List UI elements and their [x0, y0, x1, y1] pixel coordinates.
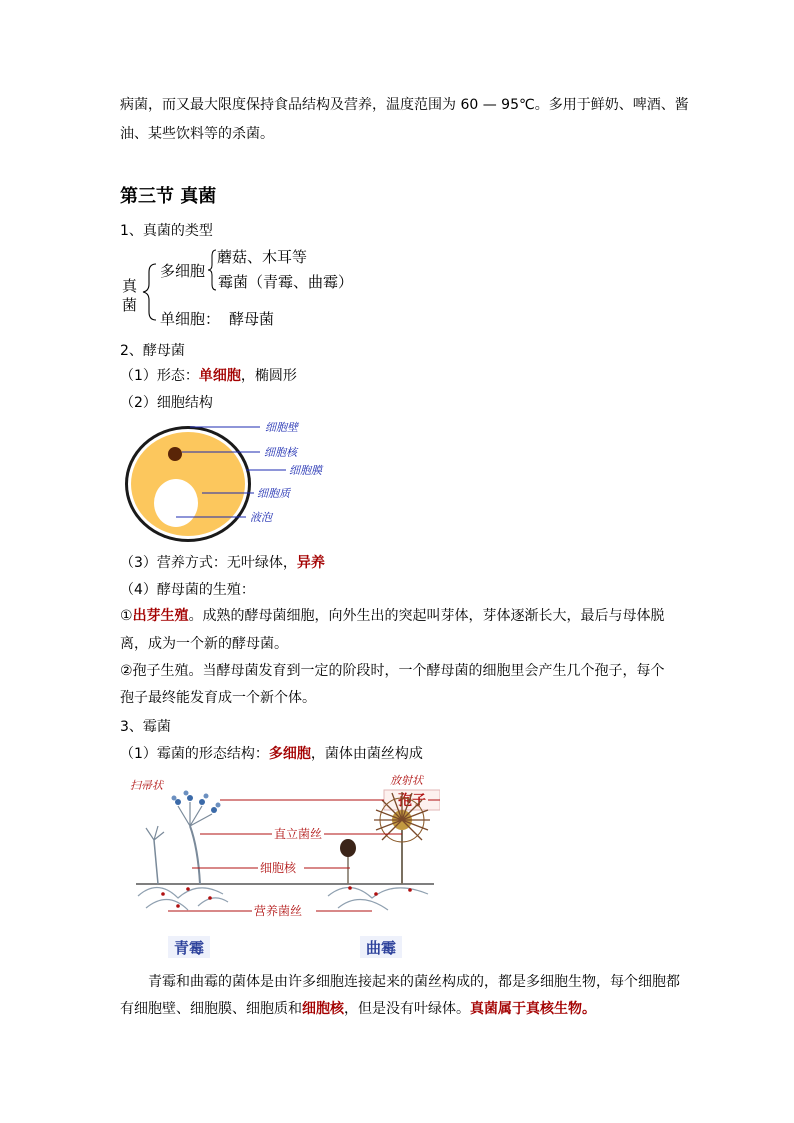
mold-figure	[128, 768, 440, 964]
tree-multi: 多细胞	[160, 262, 206, 280]
bud-num: ①	[120, 608, 133, 624]
yeast-shape-suffix: ，椭圆形	[240, 368, 297, 384]
mold-morph	[120, 743, 423, 763]
para2-b: ，但是没有叶绿体。	[344, 1001, 470, 1017]
bud-line-1	[120, 602, 665, 631]
nucleus	[168, 447, 182, 461]
intro-line-2: 油、某些饮料等的杀菌。	[120, 126, 274, 142]
fig-penicillium-label: 青霉	[173, 939, 205, 957]
label-cytoplasm: 细胞质	[257, 487, 290, 500]
yeast-shape-red: 单细胞	[198, 368, 241, 384]
fig-aspergillus-label: 曲霉	[365, 939, 397, 957]
fig-spore-label: 孢子	[398, 793, 426, 809]
yeast-shape-prefix: （1）形态：	[120, 368, 199, 384]
outer-brace	[140, 262, 160, 322]
tree-single: 单细胞：	[160, 310, 221, 328]
bud-line-2: 离，成为一个新的酵母菌。	[120, 636, 288, 652]
fig-upright-label: 直立菌丝	[274, 827, 323, 841]
tree-mushroom: 蘑菇、木耳等	[217, 248, 308, 266]
yeast-nutrition	[120, 552, 325, 572]
mold-para-line-2	[120, 995, 596, 1024]
nutrition-red: 异养	[296, 555, 325, 571]
spore-line-2: 孢子最终能发育成一个新个体。	[120, 690, 316, 706]
morph-suffix: ，菌体由菌丝构成	[310, 746, 423, 762]
mold-para-line-1: 青霉和曲霉的菌体是由许多细胞连接起来的菌丝构成的，都是多细胞生物，每个细胞都	[148, 974, 680, 990]
para2-end: 真菌属于真核生物。	[470, 1001, 596, 1017]
section-title: 第三节 真菌	[120, 186, 217, 207]
spore-line-1: ②孢子生殖。当酵母菌发育到一定的阶段时，一个酵母菌的细胞里会产生几个孢子，每个	[120, 663, 665, 679]
label-nucleus: 细胞核	[264, 446, 297, 459]
label-cell-wall: 细胞壁	[265, 421, 298, 434]
yeast-repro-heading: （4）酵母菌的生殖：	[120, 582, 255, 598]
tree-root-top: 真	[122, 277, 138, 295]
fig-radial-label: 放射状	[390, 774, 423, 787]
label-vacuole: 液泡	[250, 511, 272, 524]
mold-heading: 3、霉菌	[120, 719, 171, 735]
morph-red: 多细胞	[268, 746, 311, 762]
fig-nutrient-label: 营养菌丝	[254, 904, 303, 918]
vacuole	[154, 479, 198, 527]
bud-text: 。成熟的酵母菌细胞，向外生出的突起叫芽体，芽体逐渐长大，最后与母体脱	[188, 608, 665, 624]
yeast-cell-diagram	[118, 414, 358, 544]
yeast-heading: 2、酵母菌	[120, 343, 185, 359]
fig-nucleus-label: 细胞核	[260, 861, 297, 875]
para2-a: 有细胞壁、细胞膜、细胞质和	[120, 1001, 302, 1017]
tree-root-bottom: 菌	[122, 296, 138, 314]
morph-prefix: （1）霉菌的形态结构：	[120, 746, 269, 762]
types-heading: 1、真菌的类型	[120, 223, 213, 239]
penicillium-drawing	[138, 791, 228, 911]
nutrition-prefix: （3）营养方式：无叶绿体，	[120, 555, 297, 571]
tree-yeast: 酵母菌	[229, 310, 275, 328]
yeast-structure-heading: （2）细胞结构	[120, 395, 213, 411]
label-membrane: 细胞膜	[289, 464, 322, 477]
bud-red: 出芽生殖	[132, 608, 189, 624]
fig-broom-label: 扫帚状	[130, 779, 163, 792]
para2-red: 细胞核	[302, 1001, 344, 1017]
yeast-shape	[120, 365, 297, 385]
tree-mold: 霉菌（青霉、曲霉）	[218, 273, 354, 291]
intro-line-1: 病菌，而又最大限度保持食品结构及营养，温度范围为 60 — 95℃。多用于鲜奶、啤酒、酱	[120, 97, 689, 113]
